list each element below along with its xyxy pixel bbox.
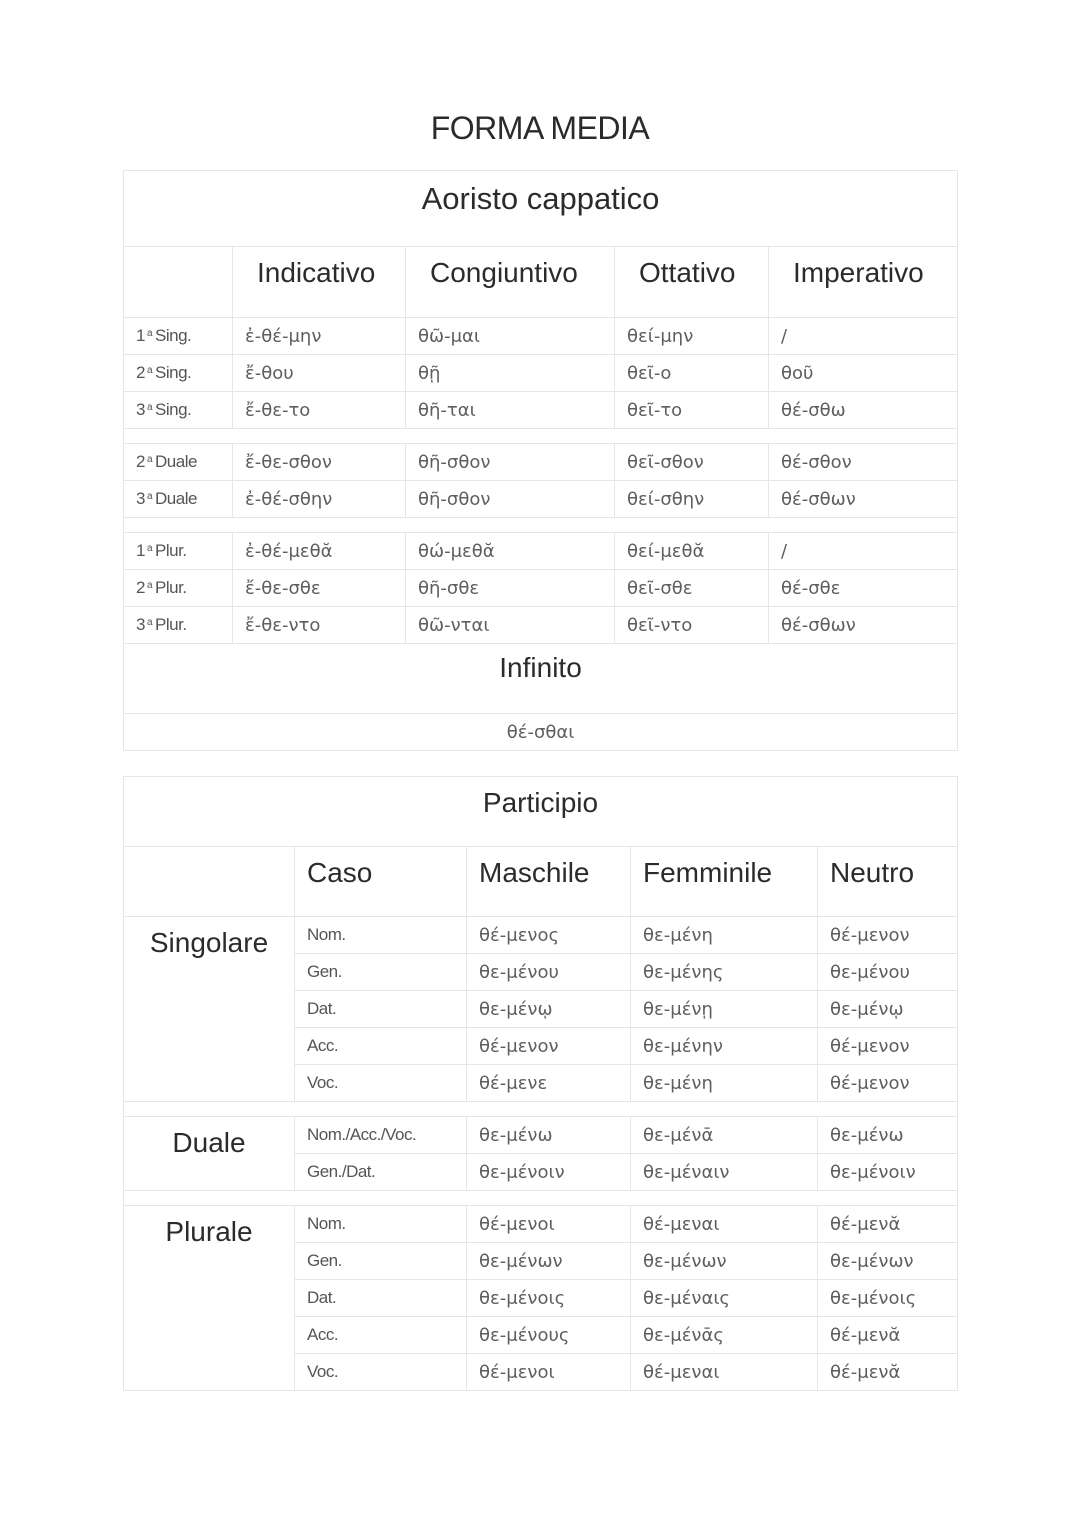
group-separator bbox=[124, 518, 958, 533]
indicativo-cell: ἐ-θέ-μην bbox=[233, 318, 406, 355]
infinito-heading: Infinito bbox=[124, 644, 958, 714]
case-label: Dat. bbox=[295, 991, 467, 1028]
indicativo-cell: ἔ-θε-ντο bbox=[233, 607, 406, 644]
maschile-cell: θε-μένων bbox=[467, 1243, 631, 1280]
person-label: 2 $^a$ Duale bbox=[124, 444, 233, 481]
ottativo-cell: θεί-μην bbox=[615, 318, 769, 355]
neutro-cell: θέ-μενον bbox=[818, 1065, 958, 1102]
imperativo-cell: θέ-σθον bbox=[769, 444, 958, 481]
table-row bbox=[124, 355, 958, 392]
ottativo-cell: θεῖ-ο bbox=[615, 355, 769, 392]
column-header-indicativo: Indicativo bbox=[233, 247, 406, 318]
number-label-duale: Duale bbox=[124, 1117, 295, 1191]
infinito-value: θέ-σθαι bbox=[124, 714, 958, 751]
imperativo-cell: / bbox=[769, 533, 958, 570]
neutro-cell: θε-μένου bbox=[818, 954, 958, 991]
table-row bbox=[124, 1117, 958, 1154]
page-title: FORMA MEDIA bbox=[430, 110, 650, 146]
ottativo-cell: θεί-σθην bbox=[615, 481, 769, 518]
aorist-caption: Aoristo cappatico bbox=[124, 171, 958, 247]
case-label: Nom./Acc./Voc. bbox=[295, 1117, 467, 1154]
congiuntivo-cell: θῶ-μαι bbox=[406, 318, 615, 355]
group-separator bbox=[124, 1191, 958, 1206]
congiuntivo-cell: θῇ bbox=[406, 355, 615, 392]
aorist-header-row bbox=[124, 247, 958, 318]
maschile-cell: θε-μένου bbox=[467, 954, 631, 991]
indicativo-cell: ἔ-θε-σθον bbox=[233, 444, 406, 481]
case-label: Voc. bbox=[295, 1065, 467, 1102]
column-header-empty bbox=[124, 847, 295, 917]
neutro-cell: θέ-μενᾰ bbox=[818, 1354, 958, 1391]
column-header-caso: Caso bbox=[295, 847, 467, 917]
indicativo-cell: ἐ-θέ-σθην bbox=[233, 481, 406, 518]
maschile-cell: θέ-μενον bbox=[467, 1028, 631, 1065]
column-header-neutro: Neutro bbox=[818, 847, 958, 917]
maschile-cell: θε-μένους bbox=[467, 1317, 631, 1354]
femminile-cell: θέ-μεναι bbox=[631, 1206, 818, 1243]
femminile-cell: θε-μέναις bbox=[631, 1280, 818, 1317]
table-row bbox=[124, 533, 958, 570]
table-row bbox=[124, 444, 958, 481]
maschile-cell: θε-μένῳ bbox=[467, 991, 631, 1028]
neutro-cell: θέ-μενᾰ bbox=[818, 1317, 958, 1354]
ottativo-cell: θεί-μεθᾰ bbox=[615, 533, 769, 570]
congiuntivo-cell: θώ-μεθᾰ bbox=[406, 533, 615, 570]
case-label: Nom. bbox=[295, 1206, 467, 1243]
group-separator bbox=[124, 429, 958, 444]
person-label: 1 $^a$ Plur. bbox=[124, 533, 233, 570]
ottativo-cell: θεῖ-ντο bbox=[615, 607, 769, 644]
imperativo-cell: θοῦ bbox=[769, 355, 958, 392]
femminile-cell: θε-μένη bbox=[631, 917, 818, 954]
case-label: Nom. bbox=[295, 917, 467, 954]
group-separator bbox=[124, 1102, 958, 1117]
congiuntivo-cell: θῶ-νται bbox=[406, 607, 615, 644]
table-row bbox=[124, 392, 958, 429]
neutro-cell: θε-μένοιν bbox=[818, 1154, 958, 1191]
indicativo-cell: ἔ-θου bbox=[233, 355, 406, 392]
neutro-cell: θέ-μενον bbox=[818, 917, 958, 954]
femminile-cell: θε-μένη bbox=[631, 1065, 818, 1102]
number-label-singolare: Singolare bbox=[124, 917, 295, 1102]
maschile-cell: θε-μένοις bbox=[467, 1280, 631, 1317]
femminile-cell: θε-μένᾱς bbox=[631, 1317, 818, 1354]
case-label: Gen. bbox=[295, 1243, 467, 1280]
table-row bbox=[124, 607, 958, 644]
indicativo-cell: ἔ-θε-σθε bbox=[233, 570, 406, 607]
neutro-cell: θέ-μενᾰ bbox=[818, 1206, 958, 1243]
congiuntivo-cell: θῆ-ται bbox=[406, 392, 615, 429]
column-header-maschile: Maschile bbox=[467, 847, 631, 917]
neutro-cell: θε-μένων bbox=[818, 1243, 958, 1280]
neutro-cell: θε-μένω bbox=[818, 1117, 958, 1154]
participle-caption: Participio bbox=[124, 777, 958, 847]
person-label: 3 $^a$ Sing. bbox=[124, 392, 233, 429]
congiuntivo-cell: θῆ-σθον bbox=[406, 481, 615, 518]
imperativo-cell: / bbox=[769, 318, 958, 355]
femminile-cell: θε-μένης bbox=[631, 954, 818, 991]
column-header-empty bbox=[124, 247, 233, 318]
maschile-cell: θέ-μενοι bbox=[467, 1354, 631, 1391]
imperativo-cell: θέ-σθε bbox=[769, 570, 958, 607]
imperativo-cell: θέ-σθων bbox=[769, 607, 958, 644]
ottativo-cell: θεῖ-σθε bbox=[615, 570, 769, 607]
table-row bbox=[124, 481, 958, 518]
case-label: Acc. bbox=[295, 1028, 467, 1065]
imperativo-cell: θέ-σθω bbox=[769, 392, 958, 429]
neutro-cell: θε-μένοις bbox=[818, 1280, 958, 1317]
table-row bbox=[124, 1206, 958, 1243]
imperativo-cell: θέ-σθων bbox=[769, 481, 958, 518]
table-row bbox=[124, 318, 958, 355]
case-label: Gen./Dat. bbox=[295, 1154, 467, 1191]
person-label: 3 $^a$ Plur. bbox=[124, 607, 233, 644]
column-header-femminile: Femminile bbox=[631, 847, 818, 917]
maschile-cell: θέ-μενοι bbox=[467, 1206, 631, 1243]
indicativo-cell: ἔ-θε-το bbox=[233, 392, 406, 429]
ottativo-cell: θεῖ-σθον bbox=[615, 444, 769, 481]
neutro-cell: θε-μένῳ bbox=[818, 991, 958, 1028]
person-label: 1 $^a$ Sing. bbox=[124, 318, 233, 355]
congiuntivo-cell: θῆ-σθε bbox=[406, 570, 615, 607]
person-label: 2 $^a$ Sing. bbox=[124, 355, 233, 392]
case-label: Voc. bbox=[295, 1354, 467, 1391]
congiuntivo-cell: θῆ-σθον bbox=[406, 444, 615, 481]
maschile-cell: θέ-μενε bbox=[467, 1065, 631, 1102]
participle-table bbox=[123, 776, 958, 1391]
column-header-congiuntivo: Congiuntivo bbox=[406, 247, 615, 318]
femminile-cell: θε-μέναιν bbox=[631, 1154, 818, 1191]
femminile-cell: θέ-μεναι bbox=[631, 1354, 818, 1391]
maschile-cell: θε-μένω bbox=[467, 1117, 631, 1154]
femminile-cell: θε-μένᾱ bbox=[631, 1117, 818, 1154]
person-label: 2 $^a$ Plur. bbox=[124, 570, 233, 607]
maschile-cell: θε-μένοιν bbox=[467, 1154, 631, 1191]
person-label: 3 $^a$ Duale bbox=[124, 481, 233, 518]
number-label-plurale: Plurale bbox=[124, 1206, 295, 1391]
indicativo-cell: ἐ-θέ-μεθᾰ bbox=[233, 533, 406, 570]
maschile-cell: θέ-μενος bbox=[467, 917, 631, 954]
participle-header-row bbox=[124, 847, 958, 917]
femminile-cell: θε-μένην bbox=[631, 1028, 818, 1065]
femminile-cell: θε-μένων bbox=[631, 1243, 818, 1280]
column-header-ottativo: Ottativo bbox=[615, 247, 769, 318]
table-row bbox=[124, 917, 958, 954]
case-label: Gen. bbox=[295, 954, 467, 991]
femminile-cell: θε-μένῃ bbox=[631, 991, 818, 1028]
column-header-imperativo: Imperativo bbox=[769, 247, 958, 318]
neutro-cell: θέ-μενον bbox=[818, 1028, 958, 1065]
table-row bbox=[124, 570, 958, 607]
ottativo-cell: θεῖ-το bbox=[615, 392, 769, 429]
case-label: Acc. bbox=[295, 1317, 467, 1354]
aorist-table bbox=[123, 170, 958, 751]
case-label: Dat. bbox=[295, 1280, 467, 1317]
